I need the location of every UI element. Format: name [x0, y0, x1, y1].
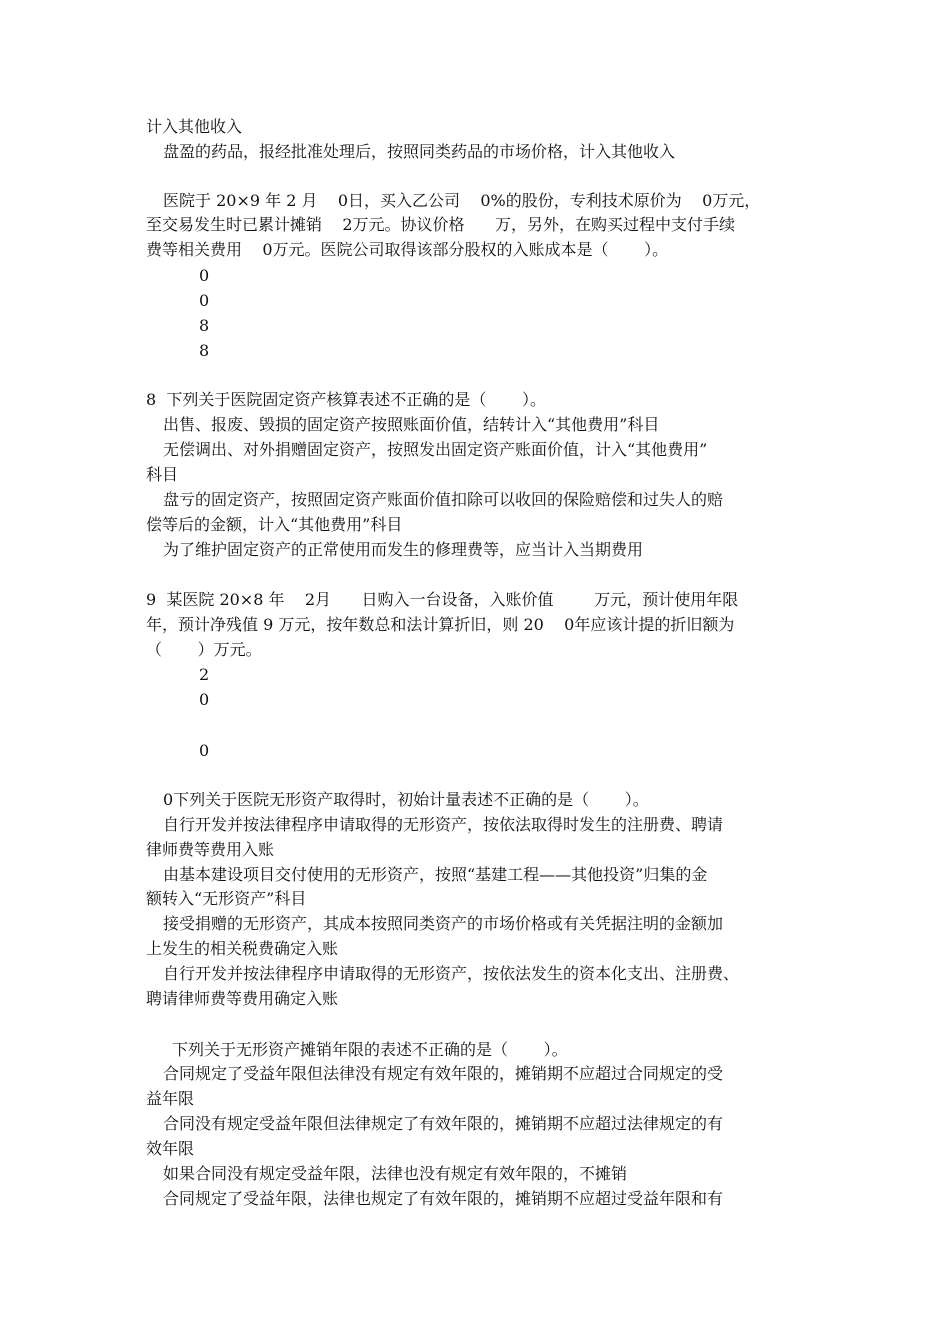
- option-b: 0: [199, 291, 210, 310]
- option-a: 合同规定了受益年限但法律没有规定有效年限的，摊销期不应超过合同规定的受: [163, 1064, 724, 1083]
- text-line: 盘盈的药品，报经批准处理后，按照同类药品的市场价格，计入其他收入: [163, 142, 676, 161]
- option-b: 由基本建设项目交付使用的无形资产，按照“基建工程——其他投资”归集的金: [163, 865, 708, 884]
- option-a: 2: [199, 665, 210, 684]
- text-line: 计入其他收入: [146, 117, 243, 136]
- option-d: 0: [199, 741, 210, 760]
- question-9-stem: 9 某医院 20×8 年 2月 日购入一台设备，入账价值 万元，预计使用年限: [146, 590, 739, 609]
- option-b: 0: [199, 690, 210, 709]
- question-7-stem: 费等相关费用 0万元。医院公司取得该部分股权的入账成本是（ ）。: [146, 240, 669, 259]
- option-d-cont: 聘请律师费等费用确定入账: [146, 989, 339, 1008]
- option-c: 8: [199, 316, 210, 335]
- option-d: 合同规定了受益年限，法律也规定了有效年限的，摊销期不应超过受益年限和有: [163, 1189, 724, 1208]
- question-9-stem: 年，预计净残值 9 万元，按年数总和法计算折旧，则 20 0年应该计提的折旧额为: [146, 615, 735, 634]
- option-d: 自行开发并按法律程序申请取得的无形资产，按依法发生的资本化支出、注册费、: [163, 964, 740, 983]
- option-b: 无偿调出、对外捐赠固定资产，按照发出固定资产账面价值，计入“其他费用”: [163, 440, 708, 459]
- question-11-stem: 下列关于无形资产摊销年限的表述不正确的是（ ）。: [172, 1040, 568, 1059]
- option-a: 0: [199, 266, 210, 285]
- option-c-cont: 偿等后的金额，计入“其他费用”科目: [146, 515, 403, 534]
- option-b: 合同没有规定受益年限但法律规定了有效年限的，摊销期不应超过法律规定的有: [163, 1114, 724, 1133]
- option-c: 接受捐赠的无形资产，其成本按照同类资产的市场价格或有关凭据注明的金额加: [163, 914, 724, 933]
- question-7-stem: 至交易发生时已累计摊销 2万元。协议价格 万，另外，在购买过程中支付手续: [146, 215, 736, 234]
- question-10-stem: 0下列关于医院无形资产取得时，初始计量表述不正确的是（ ）。: [163, 790, 649, 809]
- option-d: 为了维护固定资产的正常使用而发生的修理费等，应当计入当期费用: [163, 540, 644, 559]
- option-c-cont: 上发生的相关税费确定入账: [146, 939, 339, 958]
- question-9-stem: （ ）万元。: [146, 640, 262, 659]
- option-c: 如果合同没有规定受益年限，法律也没有规定有效年限的，不摊销: [163, 1164, 628, 1183]
- option-c: 盘亏的固定资产，按照固定资产账面价值扣除可以收回的保险赔偿和过失人的赔: [163, 490, 724, 509]
- question-7-stem: 医院于 20×9 年 2 月 0日，买入乙公司 0%的股份，专利技术原价为 0万元，: [163, 191, 761, 210]
- option-a-cont: 益年限: [146, 1089, 195, 1108]
- option-b-cont: 科目: [146, 465, 179, 484]
- option-a: 出售、报废、毁损的固定资产按照账面价值，结转计入“其他费用”科目: [163, 415, 660, 434]
- option-a: 自行开发并按法律程序申请取得的无形资产，按依法取得时发生的注册费、聘请: [163, 815, 724, 834]
- option-b-cont: 效年限: [146, 1139, 195, 1158]
- option-a-cont: 律师费等费用入账: [146, 840, 275, 859]
- question-8-stem: 8 下列关于医院固定资产核算表述不正确的是（ ）。: [146, 390, 546, 409]
- option-b-cont: 额转入“无形资产”科目: [146, 889, 307, 908]
- option-d: 8: [199, 341, 210, 360]
